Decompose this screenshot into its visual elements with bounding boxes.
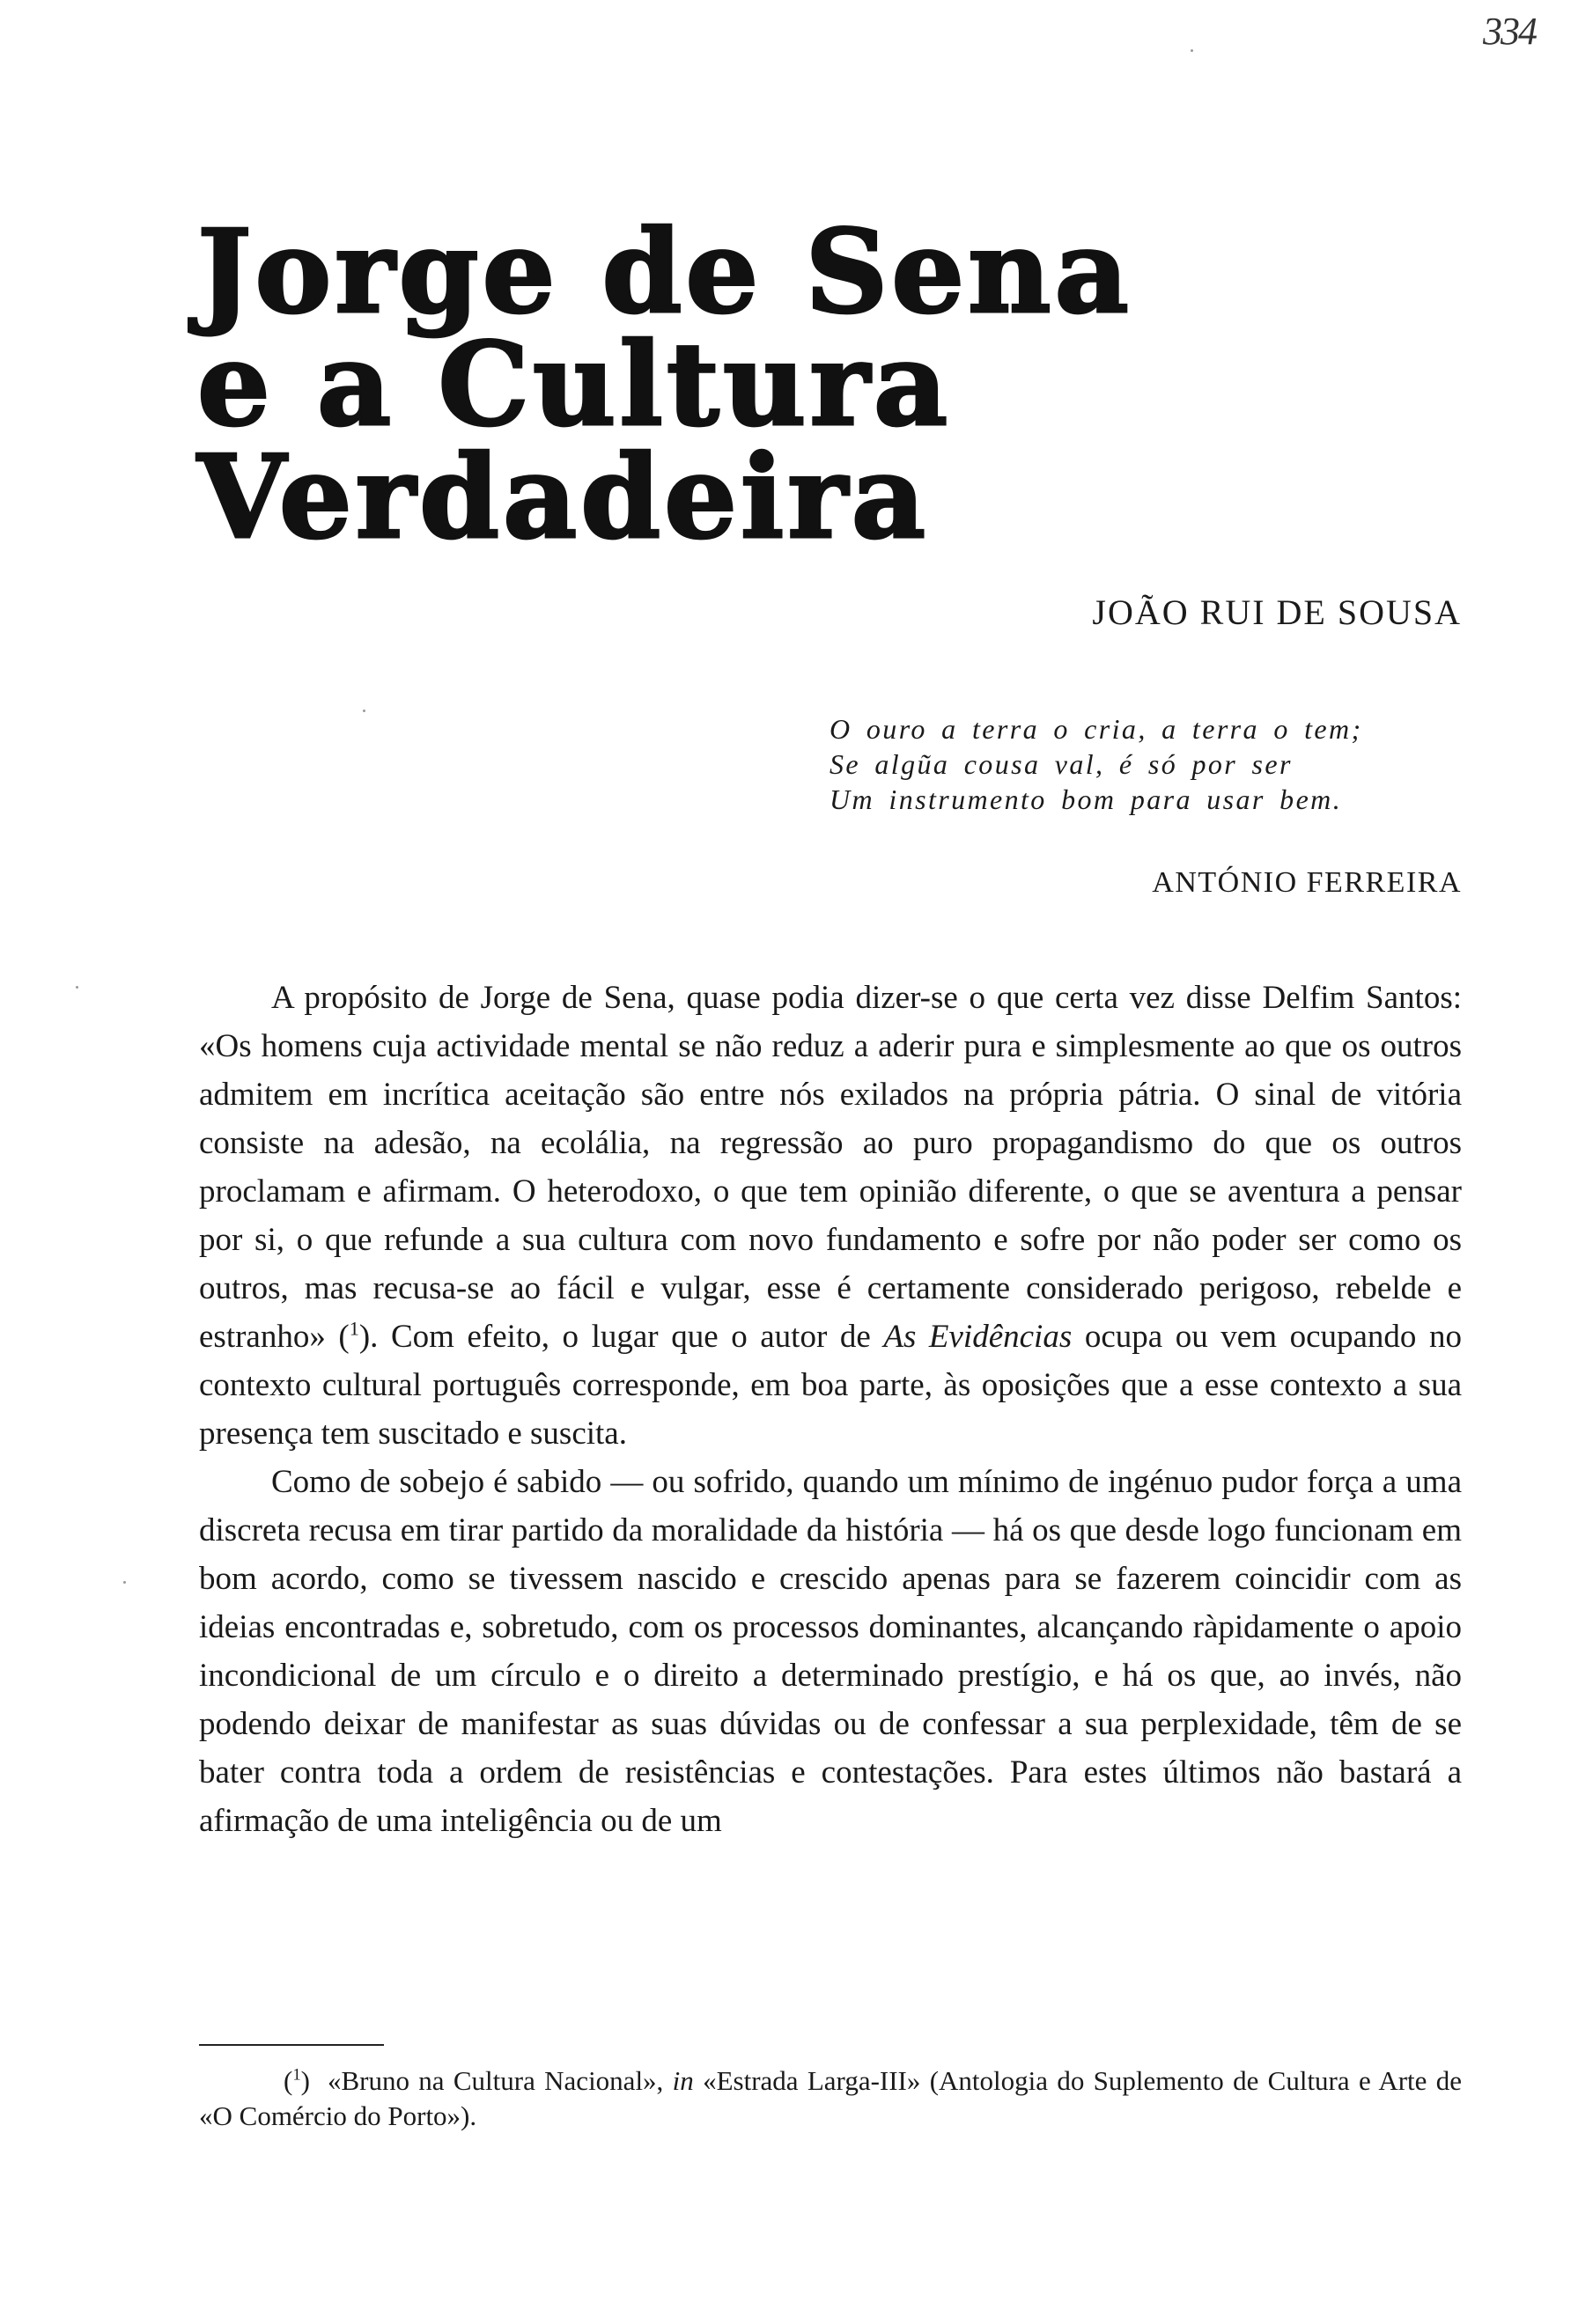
page-number-mark: 334 [1483, 10, 1536, 53]
paragraph-2: Como de sobejo é sabido — ou sofrido, quando um mínimo de ingénuo pudor força a uma discreta recusa em tirar partido da moralidade da história — há os que desde logo funcionam em bom acordo, como se tivessem nascido e crescido apenas para se fazerem coincidir com as ideias encontradas e, sobretudo, com os processos dominantes, alcançando ràpidamente o apoio incondicional de um círculo e o direito a determinado prestígio, e há os que, ao invés, não podendo deixar de manifestar as suas dúvidas ou de confessar a sua perplexidade, têm de se bater contra toda a ordem de resistências e contestações. Para estes últimos não bastará a afirmação de uma inteligência ou de um [199, 1464, 1462, 1839]
article-title [197, 204, 1254, 564]
scan-speck [76, 986, 78, 989]
paragraph-1-text-a: A propósito de Jorge de Sena, quase podia dizer-se o que certa vez disse Delfim Santos: «Os homens cuja actividade mental se não reduz a aderir pura e simplesmente ao que os outros admitem em incrítica aceitação são entre nós exilados na própria pátria. O sinal de vitória consiste na adesão, na ecolália, na regressão ao puro propagandismo do que os outros proclamam e afirmam. O heterodoxo, o que tem opinião diferente, o que se aventura a pensar por si, o que refunde a sua cultura com novo fundamento e sofre por não poder ser como os outros, mas recusa-se ao fácil e vulgar, esse é certamente considerado perigoso, rebelde e estranho» ( [199, 980, 1462, 1355]
paragraph-1-text-b: ). Com efeito, o lugar que o autor de [358, 1319, 884, 1355]
title-line-1: Jorge de Sena [197, 204, 1132, 339]
footnote-text-a: «Bruno na Cultura Nacional», [327, 2065, 673, 2096]
footnote-divider [199, 2044, 384, 2046]
article-author: JOÃO RUI DE SOUSA [1092, 592, 1462, 632]
paragraph-1-text-c: ocupa ou vem ocupando no contexto cultural português corresponde, em boa parte, às oposições que a esse contexto a sua presença tem suscitado e suscita. [199, 1319, 1462, 1452]
scan-speck [1191, 49, 1193, 52]
footnote-marker: ($^1$) [284, 2065, 310, 2096]
title-line-2: e a Cultura [197, 317, 952, 452]
epigraph-line-2: Se algũa cousa val, é só por ser [830, 748, 1293, 780]
title-line-3: Verdadeira [197, 430, 929, 564]
footnote [199, 2063, 1462, 2134]
scan-speck [363, 710, 365, 712]
epigraph-line-3: Um instrumento bom para usar bem. [830, 783, 1343, 815]
paragraph-1 [199, 974, 1462, 1458]
footnote-text-b: «Estrada Larga-III» (Antologia do Suplemento de Cultura e Arte de «O Comércio do Porto»). [199, 2065, 1462, 2131]
article-body [199, 974, 1462, 1845]
footnote-reference: 1 [349, 1317, 359, 1340]
epigraph [830, 711, 1464, 817]
epigraph-attribution: ANTÓNIO FERREIRA [1152, 866, 1462, 899]
book-title-italic: As Evidências [883, 1319, 1073, 1355]
footnote-italic: in [672, 2065, 694, 2096]
scan-speck [123, 1581, 126, 1584]
epigraph-line-1: O ouro a terra o cria, a terra o tem; [830, 713, 1363, 745]
